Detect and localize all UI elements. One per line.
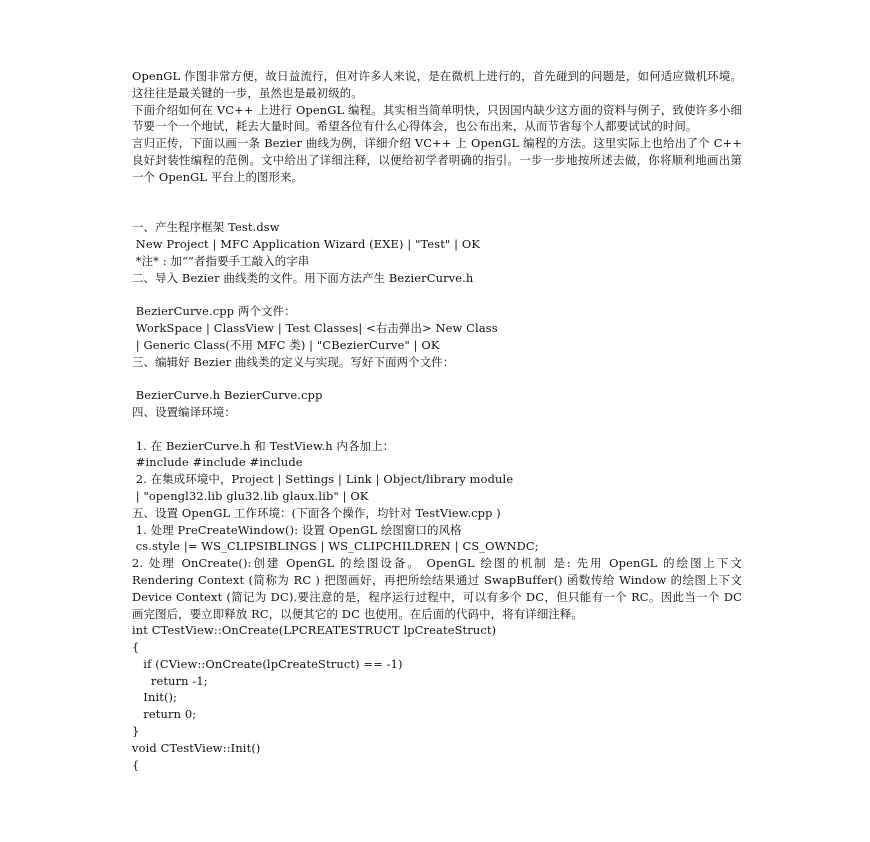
code-line: int CTestView::OnCreate(LPCREATESTRUCT lpCreateStruct) bbox=[132, 623, 497, 638]
section-5-step-1: 1. 处理 PreCreateWindow(): 设置 OpenGL 绘图窗口的风格 bbox=[132, 522, 462, 537]
section-3-heading: 三、编辑好 Bezier 曲线类的定义与实现。写好下面两个文件： bbox=[132, 354, 455, 369]
section-4-step-1: 1. 在 BezierCurve.h 和 TestView.h 内各加上： bbox=[132, 438, 395, 453]
code-line: { bbox=[132, 640, 140, 655]
spacer bbox=[132, 421, 742, 438]
code-line: if (CView::OnCreate(lpCreateStruct) == -1) bbox=[132, 656, 403, 671]
code-line: return -1; bbox=[132, 673, 208, 688]
section-5-style-code: cs.style |= WS_CLIPSIBLINGS | WS_CLIPCHILDREN | CS_OWNDC; bbox=[132, 539, 539, 554]
section-3-files: BezierCurve.h BezierCurve.cpp bbox=[132, 388, 323, 403]
section-1-heading: 一、产生程序框架 Test.dsw bbox=[132, 220, 280, 235]
section-2-instruction-2: | Generic Class(不用 MFC 类) | "CBezierCurve" | OK bbox=[132, 337, 440, 352]
section-1-note: *注* : 加“”者指要手工敲入的字串 bbox=[132, 253, 310, 268]
section-5-step-2: 2. 处理 OnCreate():创建 OpenGL 的绘图设备。 OpenGL 绘图的机制 是: 先用 OpenGL 的绘图上下文 Rendering Context (简称为 RC ) 把图画好，再把所绘结果通过 SwapBuffer() 函数传给 Window 的绘图上下文 Device Context (简记为 DC).要注意的是，程序运行过程中，可以有多个 DC，但只能有一个 RC。因此当一个 DC 画完图后，要立即释放 RC，以便其它的 DC 也使用。在后面的代码中，将有详细注释。 bbox=[132, 556, 742, 621]
section-2-instruction-1: WorkSpace | ClassView | Test Classes| <右击弹出> New Class bbox=[132, 320, 498, 335]
intro-paragraph-3: 言归正传，下面以画一条 Bezier 曲线为例，详细介绍 VC++ 上 OpenGL 编程的方法。这里实际上也给出了个 C++ 良好封装性编程的范例。文中给出了详细注释，以便给初学者明确的指引。一步一步地按所述去做，你将顺利地画出第一个 OpenGL 平台上的图形来。 bbox=[132, 136, 742, 184]
code-line: } bbox=[132, 724, 140, 739]
code-line: void CTestView::Init() bbox=[132, 740, 261, 755]
intro-paragraph-2: 下面介绍如何在 VC++ 上进行 OpenGL 编程。其实相当简单明快，只因国内缺少这方面的资料与例子，致使许多小细节要一个一个地试，耗去大量时间。希望各位有什么心得体会，也公布出来，从而节省每个人都要试试的时间。 bbox=[132, 102, 742, 134]
spacer bbox=[132, 186, 742, 220]
code-line: { bbox=[132, 757, 140, 772]
spacer bbox=[132, 286, 742, 303]
code-line: Init(); bbox=[132, 690, 178, 705]
section-5-heading: 五、设置 OpenGL 工作环境：(下面各个操作，均针对 TestView.cpp ) bbox=[132, 505, 501, 520]
section-4-libraries: | "opengl32.lib glu32.lib glaux.lib" | OK bbox=[132, 488, 369, 503]
section-1-instruction: New Project | MFC Application Wizard (EXE) | "Test" | OK bbox=[132, 236, 481, 251]
intro-paragraph-1: OpenGL 作图非常方便，故日益流行，但对许多人来说，是在微机上进行的，首先碰到的问题是，如何适应微机环境。这往往是最关键的一步，虽然也是最初级的。 bbox=[132, 69, 742, 100]
section-2-heading: 二、导入 Bezier 曲线类的文件。用下面方法产生 BezierCurve.h bbox=[132, 270, 474, 285]
code-line: return 0; bbox=[132, 707, 197, 722]
section-4-includes: #include #include #include bbox=[132, 455, 303, 470]
section-4-step-2: 2. 在集成环境中，Project | Settings | Link | Object/library module bbox=[132, 472, 514, 487]
section-2-files: BezierCurve.cpp 两个文件： bbox=[132, 304, 296, 319]
spacer bbox=[132, 370, 742, 387]
section-4-heading: 四、设置编译环境： bbox=[132, 404, 236, 419]
document-page bbox=[132, 68, 742, 773]
